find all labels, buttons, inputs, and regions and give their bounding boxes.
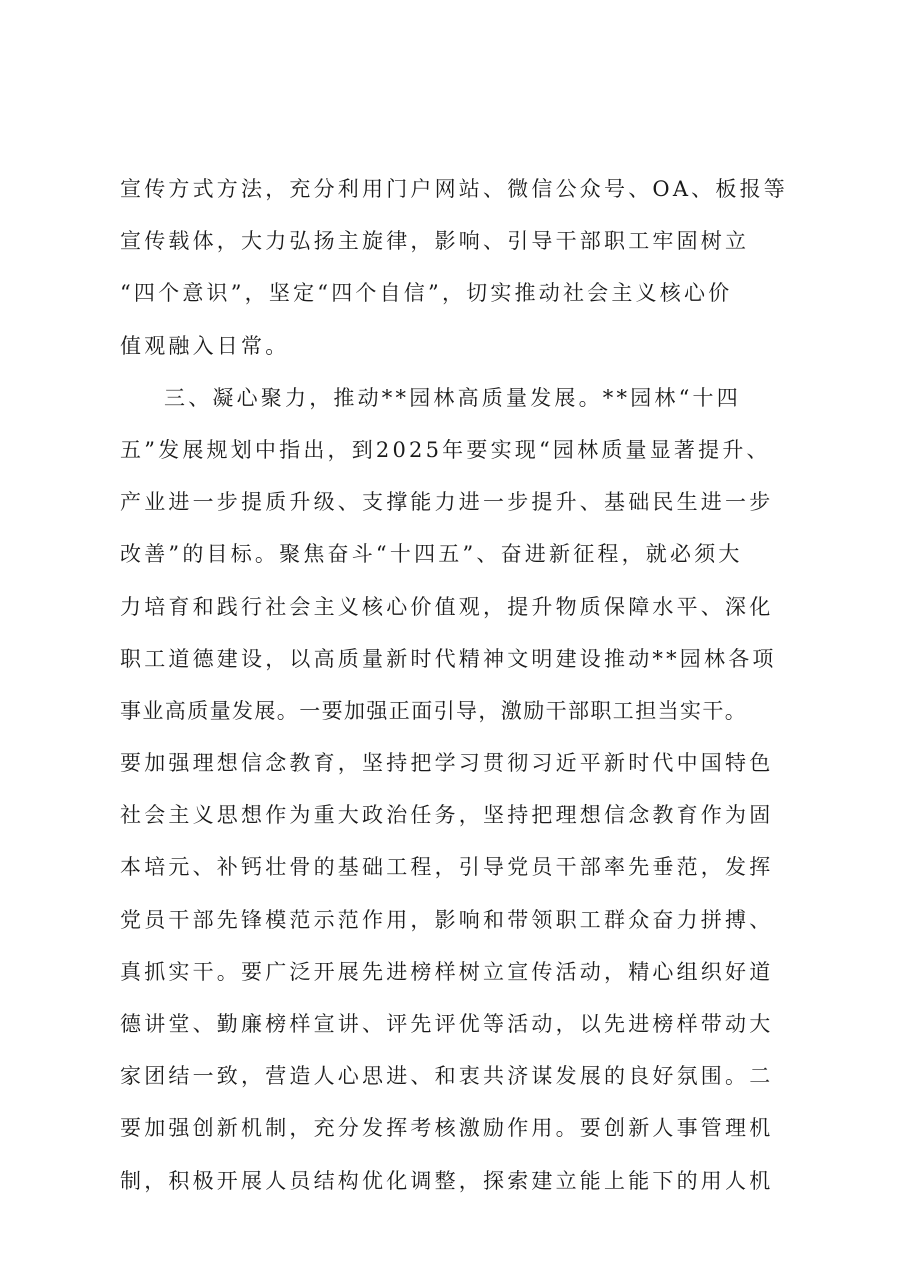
- text-line: 家团结一致，营造人心思进、和衷共济谋发展的良好氛围。二: [120, 1064, 774, 1089]
- body-text: [120, 163, 810, 1207]
- text-line: “四个意识”，坚定“四个自信”，切实推动社会主义核心价: [120, 281, 733, 306]
- text-line: 社会主义思想作为重大政治任务，坚持把理想信念教育作为固: [120, 803, 774, 828]
- text-line: 真抓实干。要广泛开展先进榜样树立宣传活动，精心组织好道: [120, 959, 774, 984]
- text-line: 值观融入日常。: [120, 333, 290, 358]
- text-line: 宣传方式方法，充分利用门户网站、微信公众号、OA、板报等: [120, 177, 788, 201]
- text-line: 宣传载体，大力弘扬主旋律，影响、引导干部职工牢固树立: [120, 229, 750, 254]
- text-line: 本培元、补钙壮骨的基础工程，引导党员干部率先垂范，发挥: [120, 855, 774, 880]
- text-line: 党员干部先锋模范示范作用，影响和带领职工群众奋力拼搏、: [120, 907, 774, 932]
- text-line: 五”发展规划中指出，到2025年要实现“园林质量显著提升、: [120, 437, 771, 462]
- text-line: 制，积极开展人员结构优化调整，探索建立能上能下的用人机: [120, 1168, 774, 1193]
- text-line: 产业进一步提质升级、支撑能力进一步提升、基础民生进一步: [120, 490, 774, 515]
- text-line: 职工道德建设，以高质量新时代精神文明建设推动**园林各项: [120, 646, 777, 671]
- text-line: 事业高质量发展。一要加强正面引导，激励干部职工担当实干。: [120, 698, 748, 723]
- text-line: 力培育和践行社会主义核心价值观，提升物质保障水平、深化: [120, 594, 774, 619]
- text-line: 德讲堂、勤廉榜样宣讲、评先评优等活动，以先进榜样带动大: [120, 1012, 774, 1036]
- text-line: 改善”的目标。聚焦奋斗“十四五”、奋进新征程，就必须大: [120, 542, 743, 567]
- section-heading-line: 三、凝心聚力，推动**园林高质量发展。**园林“十四: [164, 385, 741, 410]
- text-line: 要加强理想信念教育，坚持把学习贯彻习近平新时代中国特色: [120, 751, 774, 776]
- text-line: 要加强创新机制，充分发挥考核激励作用。要创新人事管理机: [120, 1116, 774, 1141]
